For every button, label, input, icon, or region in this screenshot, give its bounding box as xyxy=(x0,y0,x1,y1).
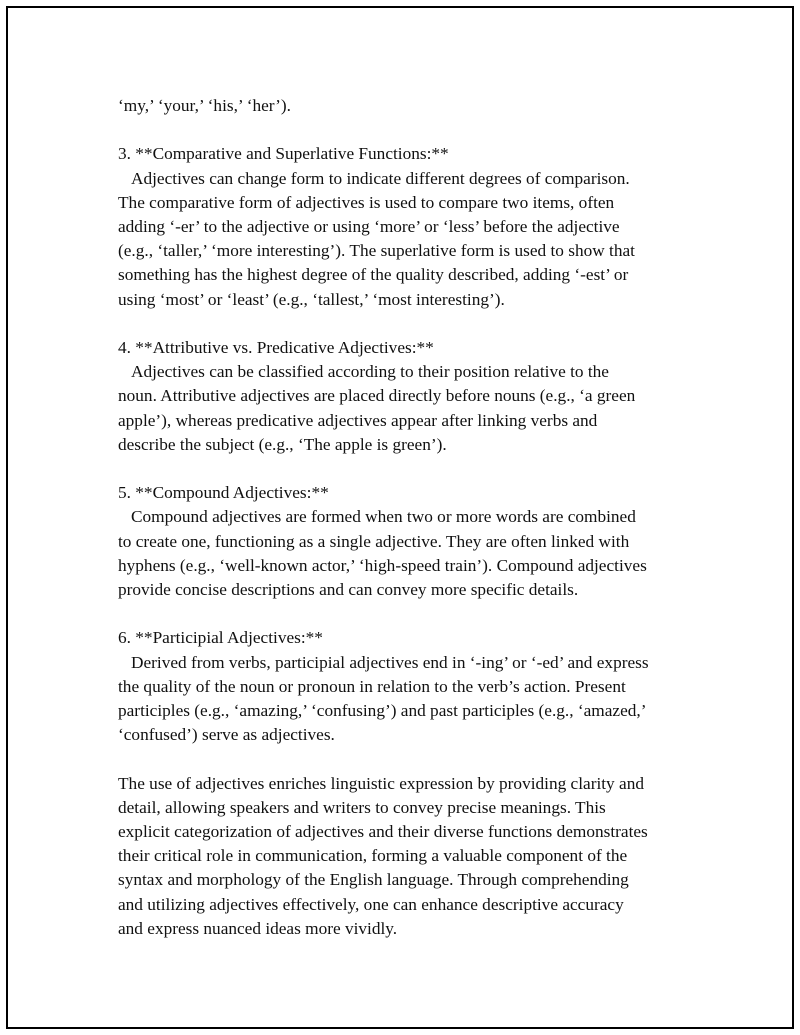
text-line: adding ‘-er’ to the adjective or using ‘more’ or ‘less’ before the adjective xyxy=(118,217,620,236)
text-line: 5. **Compound Adjectives:** xyxy=(118,483,329,503)
text-line: Derived from verbs, participial adjectives end in ‘-ing’ or ‘-ed’ and express xyxy=(131,652,649,672)
text-line: ‘my,’ ‘your,’ ‘his,’ ‘her’). xyxy=(118,96,292,115)
text-line: to create one, functioning as a single adjective. They are often linked with xyxy=(118,531,630,551)
text-line: and express nuanced ideas more vividly. xyxy=(118,918,398,938)
text-line: Adjectives can change form to indicate different degrees of comparison. xyxy=(131,168,630,188)
text-line: the quality of the noun or pronoun in relation to the verb’s action. Present xyxy=(118,676,626,696)
text-line: using ‘most’ or ‘least’ (e.g., ‘tallest,’ ‘most interesting’). xyxy=(118,289,505,309)
text-line: apple’), whereas predicative adjectives appear after linking verbs and xyxy=(118,410,598,430)
text-line: describe the subject (e.g., ‘The apple is green’). xyxy=(118,434,447,454)
text-line: 4. **Attributive vs. Predicative Adjectives:** xyxy=(118,338,434,357)
text-line: Compound adjectives are formed when two or more words are combined xyxy=(131,507,636,527)
text-line: noun. Attributive adjectives are placed directly before nouns (e.g., ‘a green xyxy=(118,386,636,406)
text-line: Adjectives can be classified according to their position relative to the xyxy=(131,362,609,382)
paragraph-gap xyxy=(118,312,698,336)
text-line: and utilizing adjectives effectively, one can enhance descriptive accuracy xyxy=(118,894,624,914)
text-line: participles (e.g., ‘amazing,’ ‘confusing’) and past participles (e.g., ‘amazed,’ xyxy=(118,701,647,721)
paragraph-gap xyxy=(118,118,698,142)
text-line: 6. **Participial Adjectives:** xyxy=(118,628,323,648)
text-line: 3. **Comparative and Superlative Functions:** xyxy=(118,144,449,164)
text-line: provide concise descriptions and can convey more specific details. xyxy=(118,580,579,600)
text-line: detail, allowing speakers and writers to convey precise meanings. This xyxy=(118,797,606,817)
text-line: their critical role in communication, forming a valuable component of the xyxy=(118,846,628,866)
page-frame xyxy=(6,6,794,1029)
text-line: something has the highest degree of the quality described, adding ‘-est’ or xyxy=(118,265,629,285)
text-line: The use of adjectives enriches linguistic expression by providing clarity and xyxy=(118,773,644,793)
text-line: The comparative form of adjectives is used to compare two items, often xyxy=(118,192,615,212)
text-line: syntax and morphology of the English language. Through comprehending xyxy=(118,870,629,890)
text-line: hyphens (e.g., ‘well-known actor,’ ‘high-speed train’). Compound adjectives xyxy=(118,555,647,575)
text-line: ‘confused’) serve as adjectives. xyxy=(118,725,335,745)
document-body xyxy=(118,94,698,941)
text-line: (e.g., ‘taller,’ ‘more interesting’). The superlative form is used to show that xyxy=(118,241,635,261)
text-line: explicit categorization of adjectives and their diverse functions demonstrates xyxy=(118,822,648,842)
paragraph-gap xyxy=(118,602,698,626)
paragraph-gap xyxy=(118,747,698,771)
paragraph-gap xyxy=(118,457,698,481)
